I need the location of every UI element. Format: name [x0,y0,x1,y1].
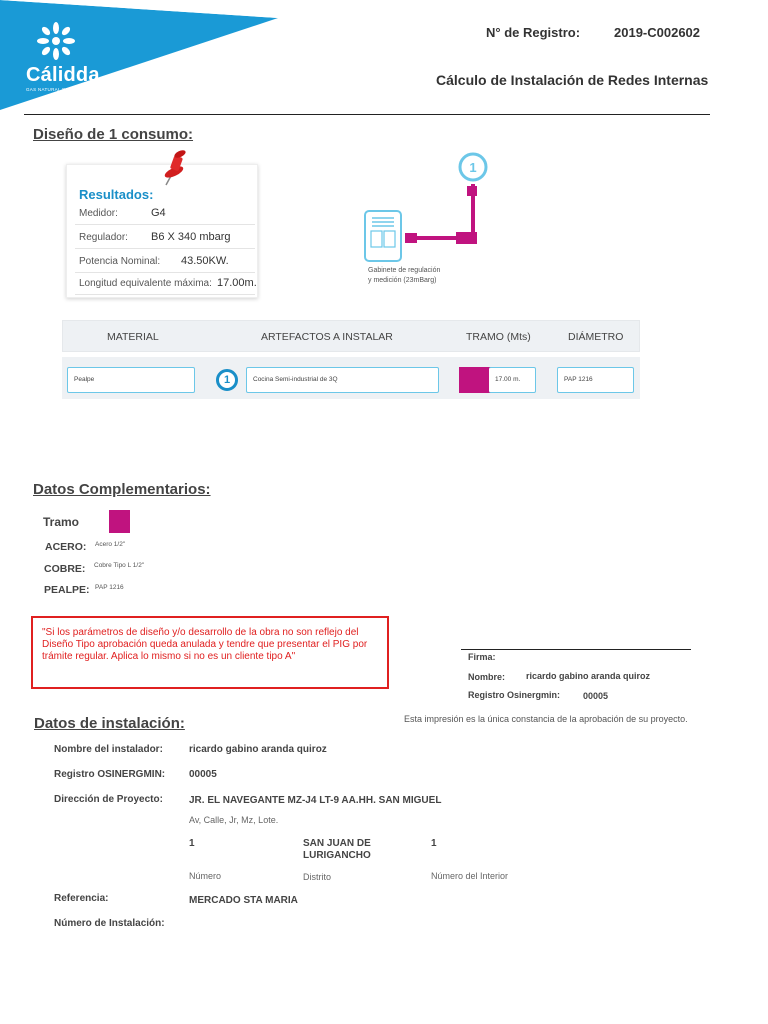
registro-osinergmin-value: 00005 [583,691,609,701]
installer-name-value: ricardo gabino aranda quiroz [189,744,327,755]
address-hint: Av, Calle, Jr, Mz, Lote. [189,815,279,825]
col-artefactos: ARTEFACTOS A INSTALAR [261,331,393,343]
numero-label: Número [189,871,222,881]
instalacion-number-label: Número de Instalación: [54,918,165,929]
cabinet-icon [364,210,402,267]
tramo-label: Tramo [43,515,80,529]
distrito-label: Distrito [303,872,332,882]
approval-note: Esta impresión es la única constancia de la aprobación de su proyecto. [404,714,688,724]
header-divider [24,114,710,115]
result-row-regulador [75,227,255,249]
pealpe-label: PEALPE: [44,584,90,596]
nombre-label: Nombre: [468,672,506,682]
osinergmin-value: 00005 [189,769,217,780]
osinergmin-label: Registro OSINERGMIN: [54,769,166,780]
result-row-longitud [75,273,255,295]
col-material: MATERIAL [107,331,159,343]
material-table-header [62,320,640,352]
material-field[interactable]: Pealpe [67,367,195,393]
pipe-fitting [405,233,417,243]
address-value: JR. EL NAVEGANTE MZ-J4 LT-9 AA.HH. SAN MIGUEL [189,795,442,806]
result-label: Longitud equivalente máxima: [79,278,212,289]
col-tramo: TRAMO (Mts) [466,331,531,343]
pipe-fitting [467,186,477,196]
pipe-elbow [456,232,477,244]
interior-value: 1 [431,838,437,849]
cabinet-label [368,266,478,286]
acero-value: Acero 1/2" [95,541,126,548]
node-number: 1 [469,160,477,175]
artefacto-field[interactable]: Cocina Semi-industrial de 3Q [246,367,439,393]
logo-name: Cálidda [26,64,100,86]
registro-value: 2019-C002602 [614,25,701,40]
design-section-title: Diseño de 1 consumo: [33,126,194,143]
diametro-field[interactable]: PAP 1216 [557,367,634,393]
result-value: B6 X 340 mbarg [151,231,231,243]
document-title: Cálculo de Instalación de Redes Internas [436,72,709,88]
logo-tagline: GAS NATURAL DEL PERÚ [26,87,87,92]
result-row-medidor [75,203,255,225]
pipe-diagram [400,148,500,248]
acero-label: ACERO: [45,541,87,553]
result-row-potencia [75,251,255,273]
installation-section-title: Datos de instalación: [34,715,185,732]
pealpe-value: PAP 1216 [95,584,124,591]
tramo-legend-swatch [109,510,130,533]
cobre-value: Cobre Tipo L 1/2" [94,562,145,569]
distrito-value-line1: SAN JUAN DE [303,838,371,849]
referencia-label: Referencia: [54,893,109,904]
cabinet-label-line2: y medición (23mBarg) [368,277,437,284]
signature-line [461,649,691,650]
logo-flower-icon [34,20,78,67]
referencia-value: MERCADO STA MARIA [189,895,298,906]
tramo-field[interactable]: 17.00 m. [489,367,536,393]
installer-name-label: Nombre del instalador: [54,744,163,755]
nombre-value: ricardo gabino aranda quiroz [526,671,651,681]
result-value: 17.00m. [217,277,257,289]
artefacto-number: 1 [216,369,238,391]
result-value: G4 [151,207,166,219]
col-diametro: DIÁMETRO [568,331,624,343]
registro-osinergmin-label: Registro Osinergmin: [468,690,561,700]
complementary-section-title: Datos Complementarios: [33,481,211,498]
numero-value: 1 [189,838,195,849]
distrito-value [303,838,371,862]
tramo-color-swatch [459,367,491,393]
warning-box: "Si los parámetros de diseño y/o desarrollo de la obra no son reflejo del Diseño Tipo aprobación queda anulada y tendre que presentar el PIG por trámite regular. Aplica lo mismo si no es un cliente tipo A" [31,616,389,689]
result-label: Regulador: [79,232,128,243]
registro-label: N° de Registro: [486,25,581,40]
address-label: Dirección de Proyecto: [54,794,163,805]
cobre-label: COBRE: [44,563,86,575]
interior-label: Número del Interior [431,871,509,881]
cabinet-label-line1: Gabinete de regulación [368,267,441,274]
result-label: Medidor: [79,208,118,219]
results-title: Resultados: [79,187,154,202]
result-value: 43.50KW. [181,255,229,267]
distrito-value-line2: LURIGANCHO [303,850,371,861]
firma-label: Firma: [468,652,496,662]
result-label: Potencia Nominal: [79,256,161,267]
push-pin-icon [162,148,192,193]
